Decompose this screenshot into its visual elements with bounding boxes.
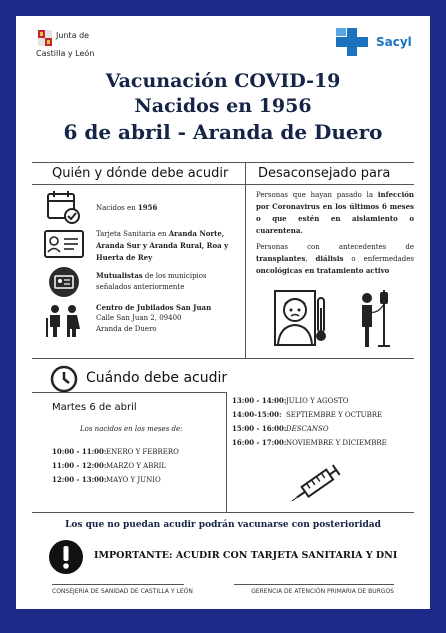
when-heading: Cuándo debe acudir	[86, 370, 228, 386]
schedule-right	[232, 394, 387, 450]
schedule-row: 14:00-15:00: SEPTIEMBRE Y OCTUBRE	[232, 410, 383, 419]
p2-d: diálisis	[315, 254, 344, 263]
junta-line2: Castilla y León	[36, 49, 95, 58]
who-heading: Quién y dónde debe acudir	[52, 166, 229, 181]
mutual-bold: Mutualistas	[96, 271, 143, 280]
when-column-divider	[226, 392, 227, 512]
footer-left: CONSEJERÍA DE SANIDAD DE CASTILLA Y LEÓN	[52, 588, 193, 595]
title-line3: 6 de abril - Aranda de Duero	[63, 120, 383, 144]
mutual-rest: de los municipios señalados anteriormente	[96, 272, 207, 291]
exclamation-icon	[48, 539, 84, 575]
footer-line-right	[234, 584, 394, 585]
syringe-icon	[286, 458, 352, 506]
center-name: Centro de Jubilados San Juan	[96, 303, 212, 312]
born-year: 1956	[137, 203, 158, 212]
schedule-row: 11:00 - 12:00:MARZO Y ABRIL	[52, 461, 167, 470]
p2-a: Personas con antecedentes de	[256, 243, 414, 251]
schedule-row: 10:00 - 11:00:ENERO Y FEBRERO	[52, 447, 179, 456]
not-advised-p1	[256, 189, 414, 237]
flyer-page	[16, 16, 430, 609]
divider-top	[32, 162, 414, 163]
id-card-icon	[48, 266, 80, 298]
born-prefix: Nacidos en	[96, 204, 138, 212]
center-address: Calle San Juan 2, 09400	[96, 314, 182, 322]
column-divider	[245, 162, 246, 358]
center-city: Aranda de Duero	[96, 325, 157, 333]
divider-when	[32, 392, 226, 393]
p2-f: oncológicas en tratamiento activo	[256, 266, 390, 275]
important-text: IMPORTANTE: ACUDIR CON TARJETA SANITARIA Y DNI	[94, 550, 398, 561]
p1-b: infección por Coronavirus en los últimos 6 meses o que estén en aislamiento o cuarentena.	[256, 190, 414, 235]
footer-line-left	[52, 584, 184, 585]
junta-line1: Junta de	[56, 31, 90, 40]
card-prefix: Tarjeta Sanitaria en	[96, 230, 169, 238]
elderly-couple-icon	[44, 304, 84, 338]
iv-drip-patient-icon	[356, 288, 390, 350]
schedule-row: 15:00 - 16:00:DESCANSO	[232, 424, 329, 433]
p1-a: Personas que hayan pasado la	[256, 191, 378, 199]
not-advised-p2	[256, 242, 414, 277]
cross-icon	[334, 26, 372, 58]
card-text	[96, 228, 240, 264]
later-note: Los que no puedan acudir podrán vacunarse con posterioridad	[65, 520, 381, 530]
card-zones: Aranda Norte, Aranda Sur y Aranda Rural, Roa y Huerta de Rey	[96, 229, 229, 262]
sacyl-logo	[334, 26, 418, 58]
title-line1: Vacunación COVID-19	[105, 70, 341, 92]
center-info	[96, 302, 240, 335]
born-text	[96, 202, 236, 214]
divider-bottom	[32, 512, 414, 513]
months-note: Los nacidos en los meses de:	[80, 425, 183, 433]
p2-c: ,	[305, 255, 316, 263]
not-advised-heading: Desaconsejado para	[258, 166, 391, 181]
health-card-icon	[44, 230, 84, 260]
schedule-left	[52, 445, 179, 487]
divider-mid	[32, 358, 414, 359]
title-line2: Nacidos en 1956	[134, 95, 312, 117]
schedule-row: 13:00 - 14:00:JULIO Y AGOSTO	[232, 396, 349, 405]
schedule-row: 16:00 - 17:00:NOVIEMBRE Y DICIEMBRE	[232, 438, 387, 447]
junta-logo	[36, 28, 116, 68]
p2-b: transplantes	[256, 254, 306, 263]
schedule-row: 12:00 - 13:00:MAYO Y JUNIO	[52, 475, 161, 484]
shield-icon	[38, 30, 52, 48]
sick-person-thermometer-icon	[272, 288, 330, 348]
clock-icon	[50, 365, 78, 393]
sacyl-label: Sacyl	[376, 35, 412, 49]
mutual-text	[96, 270, 236, 293]
calendar-check-icon	[46, 189, 82, 225]
footer-right: GERENCIA DE ATENCIÓN PRIMARIA DE BURGOS	[251, 588, 394, 595]
divider-header	[32, 184, 414, 185]
p2-e: o enfermedades	[343, 255, 414, 263]
when-date: Martes 6 de abril	[52, 402, 137, 413]
